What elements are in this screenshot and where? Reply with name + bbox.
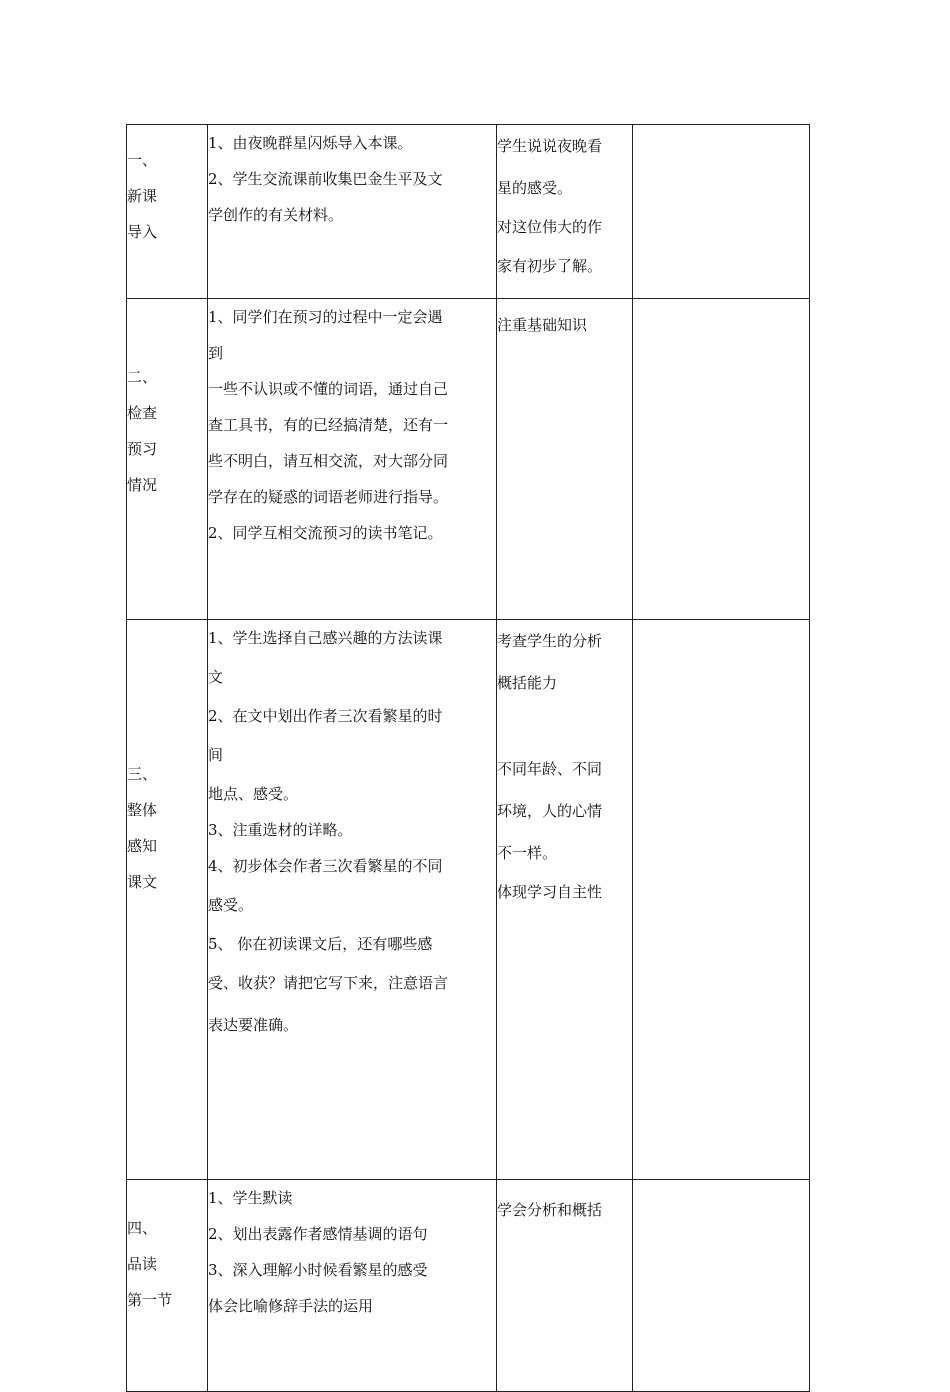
content-line: 地点、感受。 bbox=[208, 785, 299, 803]
purpose-cell bbox=[497, 125, 633, 299]
step-cell bbox=[127, 1180, 208, 1392]
content-line: 1、由夜晚群星闪烁导入本课。 bbox=[208, 134, 413, 152]
step-label: 预习 bbox=[127, 440, 158, 458]
content-line: 间 bbox=[208, 746, 224, 764]
content-line: 2、划出表露作者感情基调的语句 bbox=[208, 1225, 428, 1243]
purpose-line: 注重基础知识 bbox=[497, 316, 588, 334]
purpose-line: 星的感受。 bbox=[497, 179, 573, 197]
content-line: 3、深入理解小时候看繁星的感受 bbox=[208, 1261, 428, 1279]
purpose-line: 不一样。 bbox=[497, 844, 558, 862]
table-row bbox=[127, 299, 810, 620]
purpose-line: 考查学生的分析 bbox=[497, 632, 603, 650]
content-line: 1、学生选择自己感兴趣的方法读课 bbox=[208, 629, 443, 647]
content-line: 1、同学们在预习的过程中一定会遇 bbox=[208, 308, 443, 326]
purpose-line: 体现学习自主性 bbox=[497, 883, 603, 901]
step-label: 品读 bbox=[127, 1255, 158, 1273]
table-row bbox=[127, 125, 810, 299]
purpose-line: 环境，人的心情 bbox=[497, 802, 603, 820]
step-cell bbox=[127, 299, 208, 620]
step-label: 导入 bbox=[127, 223, 158, 241]
step-label: 第一节 bbox=[127, 1291, 173, 1309]
notes-cell bbox=[633, 1180, 810, 1392]
content-cell bbox=[208, 620, 497, 1180]
content-line: 文 bbox=[208, 668, 224, 686]
content-line: 受、收获？请把它写下来，注意语言 bbox=[208, 974, 449, 992]
content-line: 2、在文中划出作者三次看繁星的时 bbox=[208, 707, 443, 725]
content-cell bbox=[208, 125, 497, 299]
purpose-line: 对这位伟大的作 bbox=[497, 218, 603, 236]
step-label: 课文 bbox=[127, 873, 158, 891]
step-cell bbox=[127, 620, 208, 1180]
content-line: 一些不认识或不懂的词语，通过自己 bbox=[208, 380, 449, 398]
content-line: 体会比喻修辞手法的运用 bbox=[208, 1297, 374, 1315]
content-cell bbox=[208, 1180, 497, 1392]
step-label: 一、 bbox=[127, 151, 158, 169]
step-label: 检查 bbox=[127, 404, 158, 422]
step-label: 新课 bbox=[127, 187, 158, 205]
notes-cell bbox=[633, 299, 810, 620]
purpose-line: 概括能力 bbox=[497, 674, 558, 692]
step-label: 感知 bbox=[127, 837, 158, 855]
content-line: 1、学生默读 bbox=[208, 1189, 293, 1207]
purpose-cell bbox=[497, 1180, 633, 1392]
content-cell bbox=[208, 299, 497, 620]
spacer bbox=[497, 704, 632, 748]
step-label: 二、 bbox=[127, 368, 158, 386]
purpose-cell bbox=[497, 620, 633, 1180]
content-line: 4、初步体会作者三次看繁星的不同 bbox=[208, 857, 443, 875]
purpose-cell bbox=[497, 299, 633, 620]
content-line: 2、同学互相交流预习的读书笔记。 bbox=[208, 524, 443, 542]
step-label: 情况 bbox=[127, 476, 158, 494]
content-line: 表达要准确。 bbox=[208, 1016, 299, 1034]
content-line: 些不明白，请互相交流，对大部分同 bbox=[208, 452, 449, 470]
step-cell bbox=[127, 125, 208, 299]
lesson-plan-table bbox=[126, 124, 810, 1392]
step-label: 三、 bbox=[127, 765, 158, 783]
notes-cell bbox=[633, 620, 810, 1180]
content-line: 到 bbox=[208, 344, 224, 362]
content-line: 5、 你在初读课文后，还有哪些感 bbox=[208, 935, 433, 953]
purpose-line: 学会分析和概括 bbox=[497, 1201, 603, 1219]
content-line: 学创作的有关材料。 bbox=[208, 206, 344, 224]
step-label: 四、 bbox=[127, 1219, 158, 1237]
content-line: 感受。 bbox=[208, 896, 254, 914]
purpose-line: 家有初步了解。 bbox=[497, 257, 603, 275]
purpose-line: 不同年龄、不同 bbox=[497, 760, 603, 778]
notes-cell bbox=[633, 125, 810, 299]
content-line: 查工具书，有的已经搞清楚，还有一 bbox=[208, 416, 449, 434]
step-label: 整体 bbox=[127, 801, 158, 819]
content-line: 3、注重选材的详略。 bbox=[208, 821, 353, 839]
table-row bbox=[127, 1180, 810, 1392]
content-line: 2、学生交流课前收集巴金生平及文 bbox=[208, 170, 443, 188]
table-row bbox=[127, 620, 810, 1180]
purpose-line: 学生说说夜晚看 bbox=[497, 137, 603, 155]
content-line: 学存在的疑惑的词语老师进行指导。 bbox=[208, 488, 449, 506]
